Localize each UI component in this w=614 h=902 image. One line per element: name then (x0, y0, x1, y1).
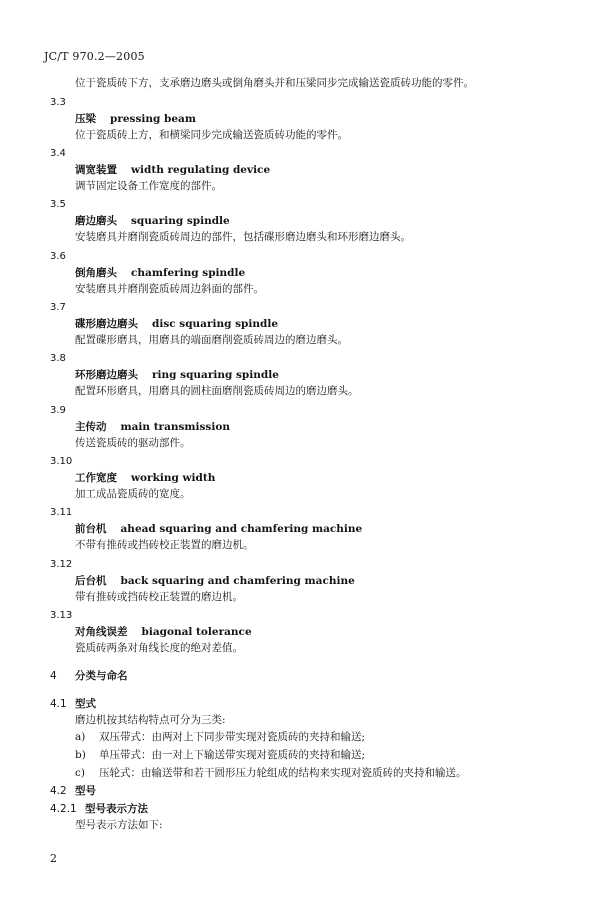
list-item (75, 730, 365, 744)
term-title (75, 522, 362, 536)
term-zh: 倒角磨头 (75, 267, 117, 279)
term-title (75, 214, 230, 228)
term-title (75, 112, 196, 126)
term-en: chamfering spindle (131, 267, 246, 279)
subsubsection-number: 4.2.1 (50, 803, 77, 815)
subsection-heading (50, 784, 96, 798)
term-definition: 瓷质砖两条对角线长度的绝对差值。 (75, 642, 243, 654)
section-number: 4 (50, 670, 57, 682)
term-title (75, 574, 355, 588)
term-en: working width (131, 472, 216, 484)
term-zh: 主传动 (75, 421, 107, 433)
term-en: ahead squaring and chamfering machine (120, 523, 363, 535)
term-definition: 调节固定设备工作宽度的部件。 (75, 180, 222, 192)
subsection-title: 型式 (75, 698, 96, 710)
term-zh: 碟形磨边磨头 (75, 318, 138, 330)
term-zh: 压梁 (75, 113, 96, 125)
standard-number-header: JC/T 970.2—2005 (44, 50, 145, 63)
term-zh: 前台机 (75, 523, 107, 535)
term-zh: 后台机 (75, 575, 107, 587)
term-zh: 对角线误差 (75, 626, 128, 638)
term-number: 3.7 (50, 302, 66, 313)
subsubsection-heading (50, 802, 148, 816)
term-title (75, 266, 245, 280)
page-number: 2 (50, 852, 57, 865)
list-text: 压轮式：由输送带和若干圆形压力轮组成的结构来实现对瓷质砖的夹持和输送。 (99, 767, 467, 779)
list-item (75, 766, 467, 780)
term-definition: 位于瓷质砖上方，和横梁同步完成输送瓷质砖功能的零件。 (75, 129, 348, 141)
term-en: pressing beam (110, 113, 196, 125)
term-en: disc squaring spindle (152, 318, 279, 330)
subsection-number: 4.2 (50, 785, 67, 797)
subsection-text: 磨边机按其结构特点可分为三类: (75, 714, 226, 726)
term-en: width regulating device (131, 164, 271, 176)
term-en: main transmission (120, 421, 230, 433)
term-number: 3.3 (50, 97, 66, 108)
term-definition: 带有推砖或挡砖校正装置的磨边机。 (75, 591, 243, 603)
term-zh: 磨边磨头 (75, 215, 117, 227)
list-text: 单压带式：由一对上下输送带实现对瓷质砖的夹持和输送; (99, 749, 366, 761)
term-zh: 调宽装置 (75, 164, 117, 176)
term-number: 3.12 (50, 559, 73, 570)
list-label: b) (75, 749, 86, 761)
term-en: biagonal tolerance (141, 626, 252, 638)
term-en: back squaring and chamfering machine (120, 575, 355, 587)
term-number: 3.9 (50, 405, 66, 416)
term-en: ring squaring spindle (152, 369, 279, 381)
term-definition: 加工成品瓷质砖的宽度。 (75, 488, 191, 500)
term-number: 3.4 (50, 148, 66, 159)
term-title (75, 163, 270, 177)
list-item (75, 748, 365, 762)
intro-definition: 位于瓷质砖下方，支承磨边磨头或倒角磨头并和压梁同步完成输送瓷质砖功能的零件。 (75, 77, 474, 89)
subsubsection-title: 型号表示方法 (85, 803, 148, 815)
term-definition: 安装磨具并磨削瓷质砖周边斜面的部件。 (75, 283, 264, 295)
term-title (75, 317, 278, 331)
term-definition: 配置碟形磨具，用磨具的端面磨削瓷质砖周边的磨边磨头。 (75, 334, 348, 346)
term-number: 3.10 (50, 456, 73, 467)
term-number: 3.6 (50, 251, 66, 262)
term-number: 3.5 (50, 199, 66, 210)
term-number: 3.13 (50, 610, 73, 621)
subsection-title: 型号 (75, 785, 96, 797)
list-label: c) (75, 767, 85, 779)
subsection-heading (50, 697, 96, 711)
term-title (75, 368, 279, 382)
term-zh: 工作宽度 (75, 472, 117, 484)
term-title (75, 420, 230, 434)
list-text: 双压带式：由两对上下同步带实现对瓷质砖的夹持和输送; (99, 731, 366, 743)
subsection-number: 4.1 (50, 698, 67, 710)
term-definition: 配置环形磨具，用磨具的圆柱面磨削瓷质砖周边的磨边磨头。 (75, 385, 359, 397)
subsubsection-text: 型号表示方法如下: (75, 819, 163, 831)
section-heading (50, 669, 128, 683)
term-zh: 环形磨边磨头 (75, 369, 138, 381)
term-title (75, 471, 215, 485)
term-definition: 不带有推砖或挡砖校正装置的磨边机。 (75, 539, 254, 551)
term-number: 3.11 (50, 507, 73, 518)
term-title (75, 625, 252, 639)
term-definition: 安装磨具并磨削瓷质砖周边的部件，包括碟形磨边磨头和环形磨边磨头。 (75, 231, 411, 243)
term-number: 3.8 (50, 353, 66, 364)
term-en: squaring spindle (131, 215, 230, 227)
section-title: 分类与命名 (75, 670, 128, 682)
term-definition: 传送瓷质砖的驱动部件。 (75, 437, 191, 449)
list-label: a) (75, 731, 86, 743)
